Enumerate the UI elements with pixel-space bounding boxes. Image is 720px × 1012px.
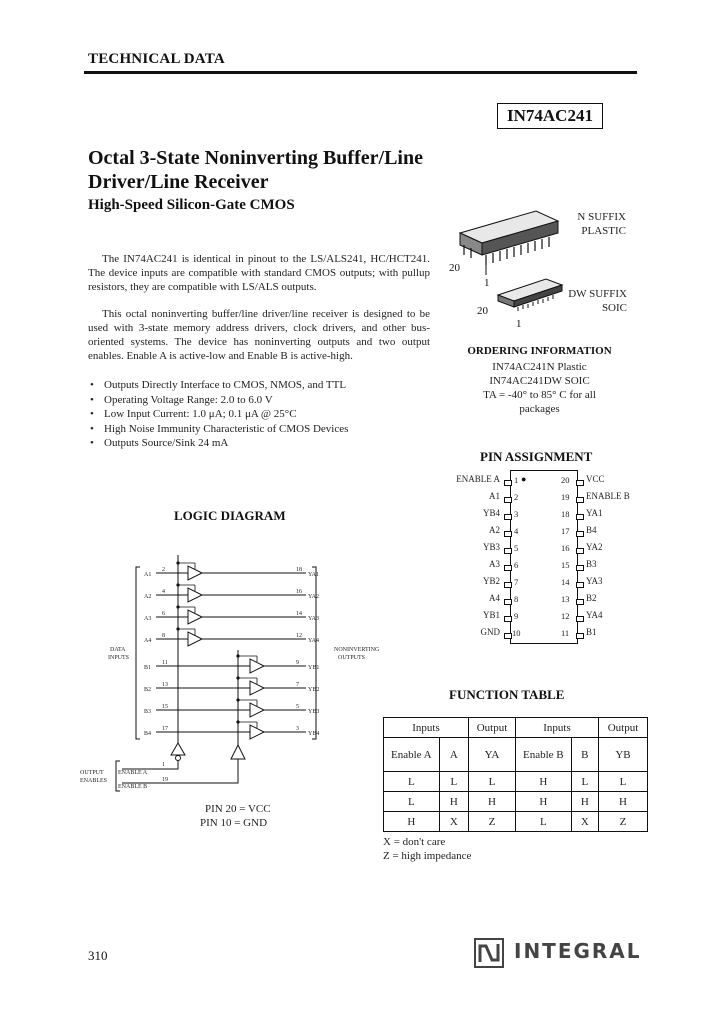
input-pin-number: 2 [162, 567, 165, 573]
pin-left-number: 8 [514, 594, 519, 604]
table-cell: H [516, 792, 572, 812]
pin-right-lead [576, 582, 584, 588]
pin-left-name: ENABLE A [456, 474, 500, 484]
table-row [384, 812, 648, 832]
input-pin-number: 6 [162, 611, 165, 617]
input-name-label: B1 [144, 665, 152, 671]
table-cell: L [439, 772, 468, 792]
feature-list [88, 378, 428, 451]
pin-right-name: VCC [586, 474, 605, 484]
feature-item: • Low Input Current: 1.0 μA; 0.1 μA @ 25°C [88, 407, 428, 422]
pin-right-number: 16 [561, 543, 570, 553]
input-name-label: A3 [144, 616, 152, 622]
output-enables-label-2: ENABLES [80, 778, 107, 784]
pin-right-name: ENABLE B [586, 491, 630, 501]
pin20-note: PIN 20 = VCC [205, 803, 271, 815]
table-cell: H [571, 792, 598, 812]
header-rule [84, 71, 637, 74]
data-inputs-label-2: INPUTS [108, 655, 130, 661]
pin-right-lead [576, 480, 584, 486]
dip-pin20-label: 20 [449, 262, 460, 274]
n-suffix-line1: N SUFFIX [577, 211, 626, 223]
pin-right-number: 14 [561, 577, 570, 587]
table-cell: H [469, 792, 516, 812]
description-paragraph-1: The IN74AC241 is identical in pinout to the LS/ALS241, HC/HCT241. The device inputs are compatible with standard CMOS outputs; with pullup resistors, they are compatible with LS/ALS outputs. [88, 253, 430, 293]
function-table [383, 717, 648, 832]
dw-suffix-line1: DW SUFFIX [568, 288, 627, 300]
table-cell: L [384, 772, 440, 792]
pin-right-number: 12 [561, 611, 570, 621]
pin-left-lead [504, 565, 512, 571]
input-name-label: B2 [144, 687, 152, 693]
input-name-label: A1 [144, 572, 152, 578]
ft-group-output-a: Output [469, 718, 516, 738]
table-cell: X [571, 812, 598, 832]
page-subtitle: High-Speed Silicon-Gate CMOS [88, 197, 295, 213]
pin-left-number: 10 [512, 628, 521, 638]
pin-right-number: 15 [561, 560, 570, 570]
enable-a-label: ENABLE A [118, 770, 148, 776]
section-label: TECHNICAL DATA [88, 51, 225, 67]
table-cell: L [599, 772, 648, 792]
dip-package-illustration [460, 211, 558, 265]
output-name-label: YA2 [308, 594, 320, 600]
enable-a-pin: 1 [162, 762, 165, 768]
pin-right-lead [576, 616, 584, 622]
brand-logo-text: INTEGRAL [514, 939, 642, 963]
pin-right-lead [576, 531, 584, 537]
logic-diagram-title: LOGIC DIAGRAM [174, 508, 286, 523]
title-line-1: Octal 3-State Noninverting Buffer/Line [88, 147, 423, 169]
pin-right-number: 17 [561, 526, 570, 536]
pin-left-lead [504, 480, 512, 486]
feature-item: • Operating Voltage Range: 2.0 to 6.0 V [88, 393, 428, 408]
pin-left-name: A2 [489, 525, 500, 535]
table-row [384, 792, 648, 812]
soic-pin20-label: 20 [477, 305, 488, 317]
output-pin-number: 3 [296, 726, 299, 732]
dw-suffix-label [540, 287, 627, 315]
pin-right-number: 19 [561, 492, 570, 502]
dw-suffix-line2: SOIC [601, 302, 627, 314]
pin-left-lead [504, 497, 512, 503]
output-name-label: YB1 [308, 665, 320, 671]
input-name-label: A4 [144, 638, 152, 644]
output-pin-number: 14 [296, 611, 302, 617]
pin-left-lead [504, 514, 512, 520]
input-name-label: B3 [144, 709, 152, 715]
output-pin-number: 9 [296, 660, 299, 666]
pin-right-name: YA3 [586, 576, 603, 586]
pin10-note: PIN 10 = GND [200, 817, 268, 829]
page-title [88, 146, 488, 194]
table-cell: X [439, 812, 468, 832]
pin-right-name: B4 [586, 525, 597, 535]
ft-col-b: B [571, 738, 598, 772]
ft-col-enable-a: Enable A [384, 738, 440, 772]
pin-left-number: 9 [514, 611, 519, 621]
pin-left-number: 2 [514, 492, 519, 502]
table-cell: H [599, 792, 648, 812]
data-inputs-bracket [136, 567, 140, 739]
function-table-title: FUNCTION TABLE [449, 687, 565, 702]
pin-left-name: GND [480, 627, 500, 637]
enable-b-label: ENABLE B [118, 784, 148, 790]
pin-right-lead [576, 497, 584, 503]
enable-a-buffer-symbol [171, 743, 185, 755]
ordering-line-3: TA = -40° to 85° C for all [483, 389, 596, 401]
ft-note-dont-care: X = don't care [383, 836, 446, 848]
pin-right-number: 11 [561, 628, 570, 638]
table-cell: L [469, 772, 516, 792]
table-cell: L [571, 772, 598, 792]
input-pin-number: 4 [162, 589, 165, 595]
output-name-label: YB4 [308, 731, 320, 737]
pin-right-lead [576, 599, 584, 605]
pin-left-lead [504, 616, 512, 622]
pin-left-number: 4 [514, 526, 519, 536]
output-pin-number: 18 [296, 567, 302, 573]
ordering-line-1: IN74AC241N Plastic [492, 361, 587, 373]
output-pin-number: 12 [296, 633, 302, 639]
data-inputs-label-1: DATA [110, 647, 126, 653]
logic-diagram [80, 555, 380, 805]
pin-left-name: A1 [489, 491, 500, 501]
output-pin-number: 5 [296, 704, 299, 710]
pin-left-name: YB2 [482, 576, 500, 586]
pin-right-lead [576, 565, 584, 571]
feature-item: • Outputs Directly Interface to CMOS, NMOS, and TTL [88, 378, 428, 393]
pin-right-lead [576, 633, 584, 639]
pin-left-lead [504, 633, 512, 639]
noninverting-label-2: OUTPUTS [338, 655, 366, 661]
ft-col-ya: YA [469, 738, 516, 772]
output-name-label: YA4 [308, 638, 320, 644]
pin-left-lead [504, 599, 512, 605]
table-cell: H [384, 812, 440, 832]
part-number-box: IN74AC241 [497, 103, 603, 129]
pin-left-number: 3 [514, 509, 519, 519]
ordering-line-2: IN74AC241DW SOIC [489, 375, 590, 387]
output-pin-number: 7 [296, 682, 299, 688]
feature-item: • Outputs Source/Sink 24 mA [88, 436, 428, 451]
title-line-2: Driver/Line Receiver [88, 171, 269, 193]
enable-a-inversion-bubble [176, 756, 181, 761]
pin-right-name: YA1 [586, 508, 603, 518]
pin-right-lead [576, 548, 584, 554]
n-suffix-label [548, 210, 626, 238]
ordering-title: ORDERING INFORMATION [467, 345, 612, 357]
pin-right-lead [576, 514, 584, 520]
pin-left-name: YB3 [482, 542, 500, 552]
noninverting-label-1: NONINVERTING [334, 647, 380, 653]
pin-right-name: YA4 [586, 610, 603, 620]
pin-left-number: 7 [514, 577, 519, 587]
table-row [384, 772, 648, 792]
feature-item: • High Noise Immunity Characteristic of CMOS Devices [88, 422, 428, 437]
n-suffix-line2: PLASTIC [581, 225, 626, 237]
table-cell: Z [469, 812, 516, 832]
input-pin-number: 13 [162, 682, 168, 688]
table-cell: H [516, 772, 572, 792]
table-cell: Z [599, 812, 648, 832]
pin-right-name: B3 [586, 559, 597, 569]
output-name-label: YA1 [308, 572, 320, 578]
pin-right-number: 13 [561, 594, 570, 604]
pin-right-name: B2 [586, 593, 597, 603]
table-cell: L [384, 792, 440, 812]
pin-right-number: 20 [561, 475, 570, 485]
pin-right-name: B1 [586, 627, 597, 637]
ordering-line-4: packages [519, 403, 560, 415]
table-cell: H [439, 792, 468, 812]
input-pin-number: 8 [162, 633, 165, 639]
pin-left-name: A3 [489, 559, 500, 569]
output-enables-label-1: OUTPUT [80, 770, 104, 776]
pin-left-name: YB1 [482, 610, 500, 620]
pin-left-name: YB4 [482, 508, 500, 518]
input-name-label: B4 [144, 731, 152, 737]
pin-right-name: YA2 [586, 542, 603, 552]
pin-left-number: 1 [514, 475, 519, 485]
pin-right-number: 18 [561, 509, 570, 519]
input-pin-number: 11 [162, 660, 168, 666]
pin-left-number: 6 [514, 560, 519, 570]
ft-group-inputs-a: Inputs [384, 718, 469, 738]
output-name-label: YA3 [308, 616, 320, 622]
pin-assignment-title: PIN ASSIGNMENT [480, 449, 593, 464]
input-pin-number: 15 [162, 704, 168, 710]
enable-a-wire [122, 761, 178, 769]
pin-left-lead [504, 548, 512, 554]
integral-logo-icon [474, 938, 504, 968]
enable-b-buffer-symbol [231, 745, 245, 759]
ft-group-inputs-b: Inputs [516, 718, 599, 738]
pin1-marker-dot: ● [521, 474, 527, 484]
input-pin-number: 17 [162, 726, 168, 732]
ft-col-enable-b: Enable B [516, 738, 572, 772]
enable-b-pin: 19 [162, 777, 168, 783]
pin-left-lead [504, 582, 512, 588]
input-name-label: A2 [144, 594, 152, 600]
output-name-label: YB2 [308, 687, 320, 693]
description-paragraph-2: This octal noninverting buffer/line driver/line receiver is designed to be used with 3-state memory address drivers, clock drivers, and other bus-oriented systems. The device has noninverting outputs and two output enables. Enable A is active-low and Enable B is active-high. [88, 308, 430, 362]
ft-group-output-b: Output [599, 718, 648, 738]
pin-left-number: 5 [514, 543, 519, 553]
table-cell: L [516, 812, 572, 832]
output-name-label: YB3 [308, 709, 320, 715]
output-pin-number: 16 [296, 589, 302, 595]
pin-left-name: A4 [489, 593, 500, 603]
pin-left-lead [504, 531, 512, 537]
ft-col-a: A [439, 738, 468, 772]
ft-note-high-impedance: Z = high impedance [383, 850, 472, 862]
page-number: 310 [88, 948, 108, 963]
dip-pin1-label: 1 [484, 277, 490, 289]
soic-pin1-label: 1 [516, 318, 522, 330]
ft-col-yb: YB [599, 738, 648, 772]
